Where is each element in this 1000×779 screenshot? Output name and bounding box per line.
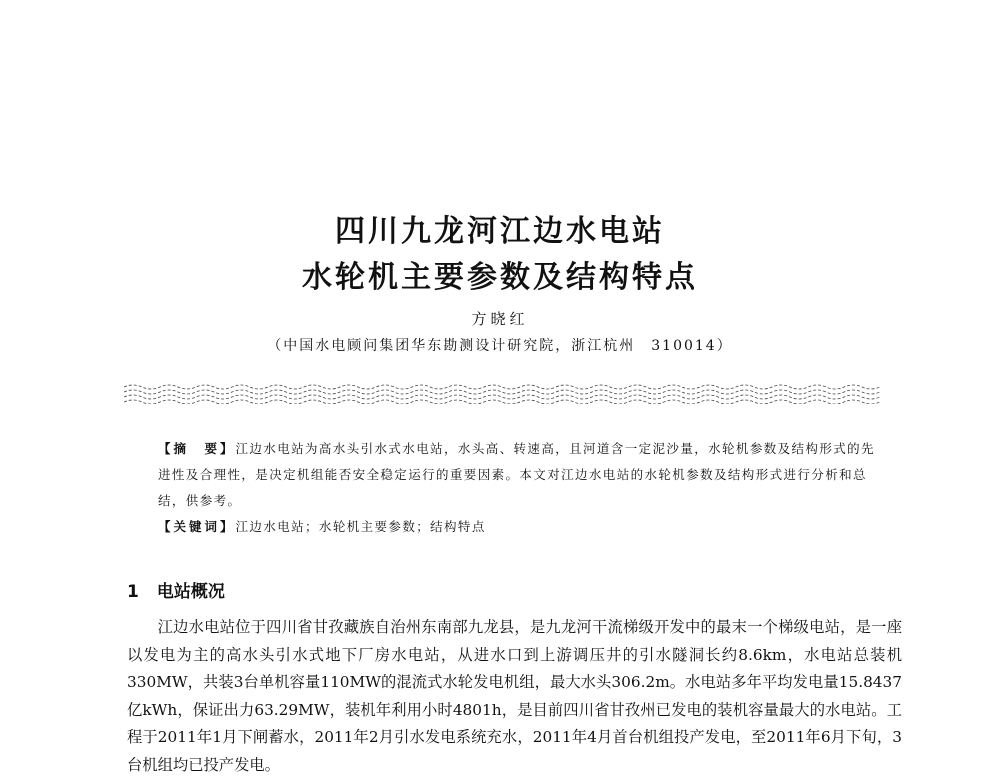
section-title: 电站概况 <box>156 582 225 602</box>
author-name: 方晓红 <box>471 310 529 328</box>
keywords-label: 【关键词】 <box>158 519 236 534</box>
body-paragraph: 江边水电站位于四川省甘孜藏族自治州东南部九龙县，是九龙河干流梯级开发中的最末一个梯级电站，是一座以发电为主的高水头引水式地下厂房水电站，从进水口到上游调压井的引水隧洞长约8.6km，水电站总装机330MW，共装3台单机容量110MW的混流式水轮发电机组，最大水头306.2m。水电站多年平均发电量15.8437亿kWh，保证出力63.29MW，装机年利用小时4801h，是目前四川省甘孜州已发电的装机容量最大的水电站。工程于2011年1月下闸蓄水，2011年2月引水发电系统充水，2011年4月首台机组投产发电，至2011年6月下旬，3台机组均已投产发电。 <box>127 618 902 774</box>
section-heading <box>127 577 225 602</box>
abstract-label: 【摘 要】 <box>158 441 236 456</box>
paper-title-line-2: 水轮机主要参数及结构特点 <box>302 260 698 295</box>
keywords-text: 江边水电站；水轮机主要参数；结构特点 <box>235 519 486 534</box>
abstract-text: 江边水电站为高水头引水式水电站，水头高、转速高，且河道含一定泥沙量，水轮机参数及结构形式的先进性及合理性，是决定机组能否安全稳定运行的重要因素。本文对江边水电站的水轮机参数及结构形式进行分析和总结，供参考。 <box>158 441 875 508</box>
section-number: 1 <box>127 582 139 602</box>
decorative-wave-divider <box>124 382 880 404</box>
abstract-block <box>158 436 880 514</box>
paper-title-line-1: 四川九龙河江边水电站 <box>335 214 665 249</box>
author-affiliation: （中国水电顾问集团华东勘测设计研究院，浙江杭州 310014） <box>267 338 733 354</box>
keywords-block <box>158 514 880 540</box>
